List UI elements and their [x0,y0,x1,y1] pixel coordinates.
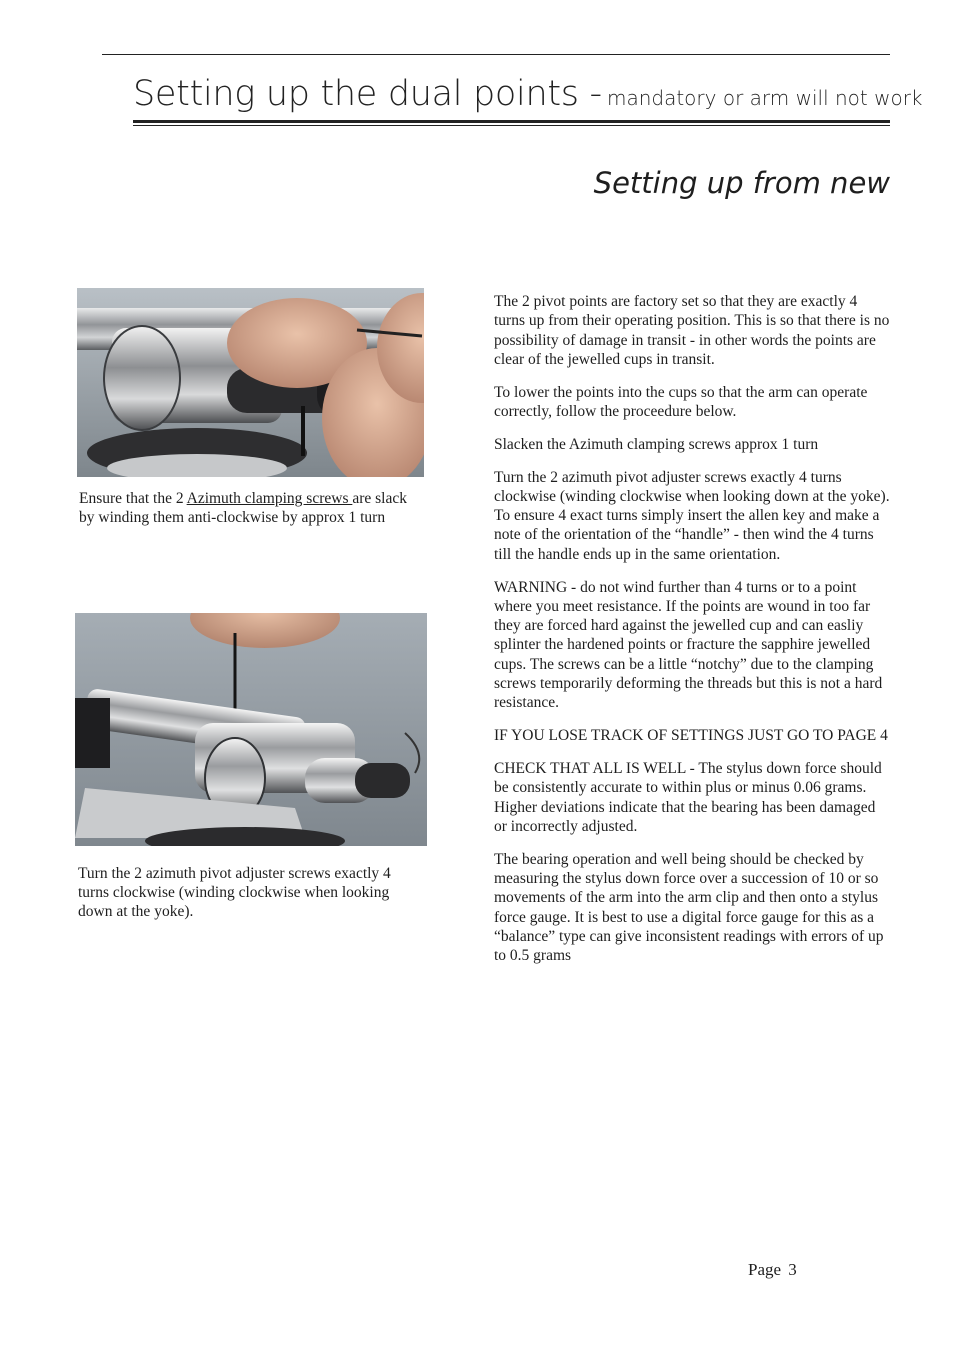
section-heading: Setting up from new [593,166,890,200]
caption-clamping-screws [79,489,424,527]
page-number: Page 3 [748,1260,797,1279]
paragraph-factory-setting: The 2 pivot points are factory set so that they are exactly 4 turns up from their operating position. This is so that there is no possibility of damage in transit - in other words the points are clear of the jewelled cups in transit. [494,293,890,368]
top-rule [102,54,890,55]
title-underline-thick [133,120,890,123]
paragraph-slacken-screws: Slacken the Azimuth clamping screws approx 1 turn [494,435,819,453]
instructions-column [494,292,892,979]
paragraph-warning: WARNING - do not wind further than 4 turns or to a point where you meet resistance. If the points are wound in too far they are forced hard against the jewelled cup and can easliy splinter the hardened points or fracture the sapphire jewelled cups. The screws can be a little “notchy” due to the clamping screws temporarily deforming the threads but this is not a hard resistance. [494,578,883,712]
paragraph-lose-track: IF YOU LOSE TRACK OF SETTINGS JUST GO TO PAGE 4 [494,727,888,745]
page-title-subtitle: mandatory or arm will not work [606,86,923,110]
photo-clamping-screws-illustration [77,288,424,477]
caption-pivot-adjuster: Turn the 2 azimuth pivot adjuster screws exactly 4 turns clockwise (winding clockwise when looking down at the yoke). [78,865,391,920]
title-underline-thin [133,125,890,126]
caption-text-after: are slack by winding them anti-clockwise by approx 1 turn [79,490,408,526]
paragraph-check-well: CHECK THAT ALL IS WELL - The stylus down force should be consistently accurate to within plus or minus 0.06 grams. Higher deviations indicate that the bearing has been damaged or incorrectly adjusted. [494,759,882,835]
paragraph-turn-adjusters: Turn the 2 azimuth pivot adjuster screws exactly 4 turns clockwise (winding clockwise when looking down at the yoke). To ensure 4 exact turns simply insert the allen key and make a note of the orientation of the “handle” - then wind the 4 turns till the handle ends up in the same orientation. [494,468,890,563]
azimuth-clamping-screws-link[interactable]: Azimuth clamping screws [186,490,353,507]
paragraph-lower-points: To lower the points into the cups so that the arm can operate correctly, follow the proceedure below. [494,383,868,420]
page-title [133,74,923,114]
photo-clamping-screws [77,288,424,477]
photo-pivot-adjuster-illustration [75,613,427,846]
caption-text-before: Ensure that the 2 [79,490,187,507]
photo-pivot-adjuster [75,613,427,846]
page-title-main: Setting up the dual points - [133,74,602,114]
paragraph-bearing-operation: The bearing operation and well being should be checked by measuring the stylus down force over a succession of 10 or so movements of the arm into the arm clip and then onto a stylus force gauge. It is best to use a digital force gauge for this as a “balance” type can give inconsistent readings with errors of up to 0.5 grams [494,850,884,965]
